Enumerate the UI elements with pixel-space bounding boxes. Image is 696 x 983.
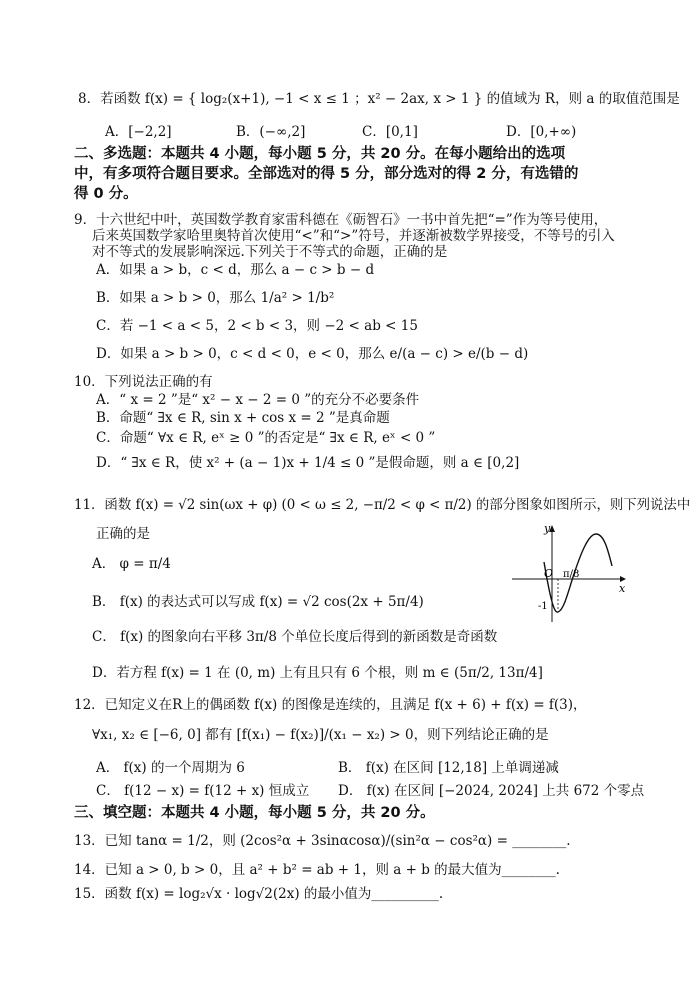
q8-option-b: B．(−∞,2] [236, 124, 306, 140]
q10-option-c: C．命题“ ∀x ∈ R, eˣ ≥ 0 ”的否定是“ ∃x ∈ R, eˣ < 0 ” [96, 430, 436, 446]
q9-line3: 对不等式的发展影响深远.下列关于不等式的命题，正确的是 [92, 244, 448, 260]
section2-line1: 二、多选题：本题共 4 小题，每小题 5 分，共 20 分。在每小题给出的选项 [74, 146, 566, 162]
q9-option-a: A．如果 a > b，c < d，那么 a − c > b − d [96, 262, 375, 278]
q10-option-d: D．“ ∃x ∈ R，使 x² + (a − 1)x + 1/4 ≤ 0 ”是假命题，则 a ∈ [0,2] [96, 455, 520, 471]
section2-line3: 得 0 分。 [74, 186, 138, 202]
q15-stem: 15．函数 f(x) = log₂√x · log√2(2x) 的最小值为__________. [74, 886, 444, 902]
q13-stem: 13．已知 tanα = 1/2，则 (2cos²α + 3sinαcosα)/(sin²α − cos²α) = ________. [74, 833, 571, 849]
q11-option-a: A． φ = π/4 [92, 556, 171, 572]
graph-x-label: x [619, 582, 626, 595]
q12-option-b: B． f(x) 在区间 [12,18] 上单调递减 [338, 760, 559, 776]
q8-option-a: A．[−2,2] [105, 124, 172, 140]
q11-option-d: D．若方程 f(x) = 1 在 (0, m) 上有且只有 6 个根，则 m ∈ (5π/2, 13π/4] [92, 665, 543, 681]
q11-function-graph [508, 522, 628, 626]
q10-option-a: A．“ x = 2 ”是“ x² − x − 2 = 0 ”的充分不必要条件 [96, 392, 420, 408]
section3-title: 三、填空题：本题共 4 小题，每小题 5 分，共 20 分。 [74, 805, 435, 821]
q9-option-c: C．若 −1 < a < 5，2 < b < 3，则 −2 < ab < 15 [96, 318, 418, 334]
q12-option-c: C． f(12 − x) = f(12 + x) 恒成立 [96, 783, 310, 799]
graph-y-label: y [544, 522, 551, 535]
q8-stem: 8．若函数 f(x) = { log₂(x+1), −1 < x ≤ 1 ；x² − 2ax, x > 1 } 的值域为 R，则 a 的取值范围是 [78, 91, 680, 107]
q11-option-b: B． f(x) 的表达式可以写成 f(x) = √2 cos(2x + 5π/4) [92, 594, 424, 610]
q10-option-b: B．命题“ ∃x ∈ R, sin x + cos x = 2 ”是真命题 [96, 410, 390, 426]
section2-line2: 中，有多项符合题目要求。全部选对的得 5 分，部分选对的得 2 分，有选错的 [74, 166, 579, 182]
graph-origin-label: O [544, 567, 554, 580]
graph-minus1-label: -1 [538, 601, 548, 612]
q14-stem: 14．已知 a > 0, b > 0，且 a² + b² = ab + 1，则 a + b 的最大值为________. [74, 862, 560, 878]
q9-line2: 后来英国数学家哈里奥特首次使用“<”和“>”符号，并逐渐被数学界接受，不等号的引入 [92, 228, 615, 244]
q12-option-d: D． f(x) 在区间 [−2024, 2024] 上共 672 个零点 [338, 783, 645, 799]
q12-option-a: A． f(x) 的一个周期为 6 [96, 760, 245, 776]
q9-line1: 9．十六世纪中叶，英国数学教育家雷科德在《砺智石》一书中首先把“=”作为等号使用， [74, 212, 608, 228]
q12-line1: 12．已知定义在R上的偶函数 f(x) 的图像是连续的，且满足 f(x + 6) + f(x) = f(3)， [74, 697, 587, 713]
graph-pi8-label: π/8 [563, 569, 580, 580]
q10-stem: 10．下列说法正确的有 [74, 374, 213, 390]
q11-line2: 正确的是 [96, 526, 150, 542]
q8-option-c: C．[0,1] [362, 124, 418, 140]
q9-option-d: D．如果 a > b > 0，c < d < 0，e < 0，那么 e/(a − c) > e/(b − d) [96, 346, 529, 362]
q11-line1: 11．函数 f(x) = √2 sin(ωx + φ) (0 < ω ≤ 2, −π/2 < φ < π/2) 的部分图象如图所示，则下列说法中 [74, 497, 691, 513]
q11-option-c: C． f(x) 的图象向右平移 3π/8 个单位长度后得到的新函数是奇函数 [92, 629, 498, 645]
q8-option-d: D．[0,+∞) [506, 124, 577, 140]
q12-line2: ∀x₁, x₂ ∈ [−6, 0] 都有 [f(x₁) − f(x₂)]/(x₁ − x₂) > 0，则下列结论正确的是 [92, 727, 549, 743]
q9-option-b: B．如果 a > b > 0，那么 1/a² > 1/b² [96, 290, 335, 306]
